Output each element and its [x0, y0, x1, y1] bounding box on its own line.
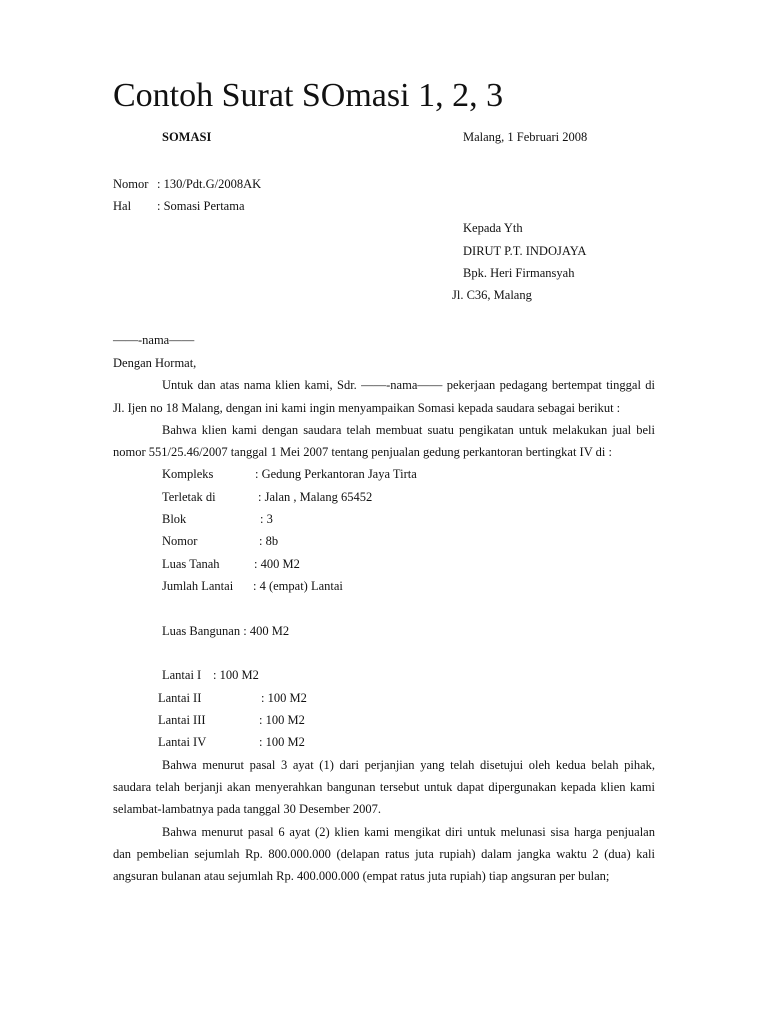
floor-label: Lantai II — [158, 691, 202, 705]
place-date: Malang, 1 Februari 2008 — [463, 130, 588, 144]
paragraph-3-line-3: selambat-lambatnya pada tanggal 30 Desember 2007. — [113, 802, 381, 816]
paragraph-1-line-1: Untuk dan atas nama klien kami, Sdr. ——-nama—— pekerjaan pedagang bertempat tinggal di — [162, 378, 655, 392]
floor-label: Lantai III — [158, 713, 206, 727]
detail-label: Terletak di — [162, 490, 216, 504]
detail-label: Kompleks — [162, 467, 214, 481]
floor-value: : 100 M2 — [261, 691, 307, 705]
document-title: Contoh Surat SOmasi 1, 2, 3 — [113, 77, 504, 114]
nomor-label: Nomor — [113, 177, 149, 191]
recipient-line-3: Bpk. Heri Firmansyah — [463, 266, 575, 280]
luas-bangunan: Luas Bangunan : 400 M2 — [162, 624, 290, 638]
detail-label: Blok — [162, 512, 187, 526]
floor-value: : 100 M2 — [213, 668, 259, 682]
detail-label: Nomor — [162, 534, 198, 548]
detail-value: : 8b — [259, 534, 279, 548]
detail-value: : 4 (empat) Lantai — [253, 579, 343, 593]
recipient-line-4: Jl. C36, Malang — [452, 288, 532, 302]
paragraph-4-line-1: Bahwa menurut pasal 6 ayat (2) klien kami mengikat diri untuk melunasi sisa harga penjualan — [162, 825, 655, 839]
paragraph-4-line-2: dan pembelian sejumlah Rp. 800.000.000 (delapan ratus juta rupiah) dalam jangka waktu 2 (dua) kali — [113, 847, 655, 861]
detail-value: : Gedung Perkantoran Jaya Tirta — [255, 467, 417, 481]
recipient-line-1: Kepada Yth — [463, 221, 523, 235]
paragraph-4-line-3: angsuran bulanan atau sejumlah Rp. 400.000.000 (empat ratus juta rupiah) tiap angsuran per bulan; — [113, 869, 610, 883]
nomor-value: : 130/Pdt.G/2008AK — [157, 177, 262, 191]
paragraph-2-line-2: nomor 551/25.46/2007 tanggal 1 Mei 2007 tentang penjualan gedung perkantoran bertingkat IV di : — [113, 445, 612, 459]
paragraph-2-line-1: Bahwa klien kami dengan saudara telah membuat suatu pengikatan untuk melakukan jual beli — [162, 423, 655, 437]
somasi-heading: SOMASI — [162, 130, 212, 144]
paragraph-3-line-1: Bahwa menurut pasal 3 ayat (1) dari perjanjian yang telah disetujui oleh kedua belah pihak, — [162, 758, 655, 772]
floor-value: : 100 M2 — [259, 735, 305, 749]
paragraph-3-line-2: saudara telah berjanji akan menyerahkan bangunan tersebut untuk dapat dipergunakan kepada klien kami — [113, 780, 655, 794]
greeting: Dengan Hormat, — [113, 356, 197, 370]
detail-label: Luas Tanah — [162, 557, 220, 571]
floor-label: Lantai I — [162, 668, 202, 682]
hal-value: : Somasi Pertama — [157, 199, 245, 213]
detail-value: : Jalan , Malang 65452 — [258, 490, 373, 504]
hal-label: Hal — [113, 199, 132, 213]
floor-label: Lantai IV — [158, 735, 207, 749]
name-placeholder: ——-nama—— — [113, 333, 195, 347]
recipient-line-2: DIRUT P.T. INDOJAYA — [463, 244, 587, 258]
paragraph-1-line-2: Jl. Ijen no 18 Malang, dengan ini kami ingin menyampaikan Somasi kepada saudara sebagai berikut : — [113, 401, 621, 415]
detail-value: : 400 M2 — [254, 557, 300, 571]
floor-value: : 100 M2 — [259, 713, 305, 727]
detail-value: : 3 — [260, 512, 273, 526]
detail-label: Jumlah Lantai — [162, 579, 234, 593]
